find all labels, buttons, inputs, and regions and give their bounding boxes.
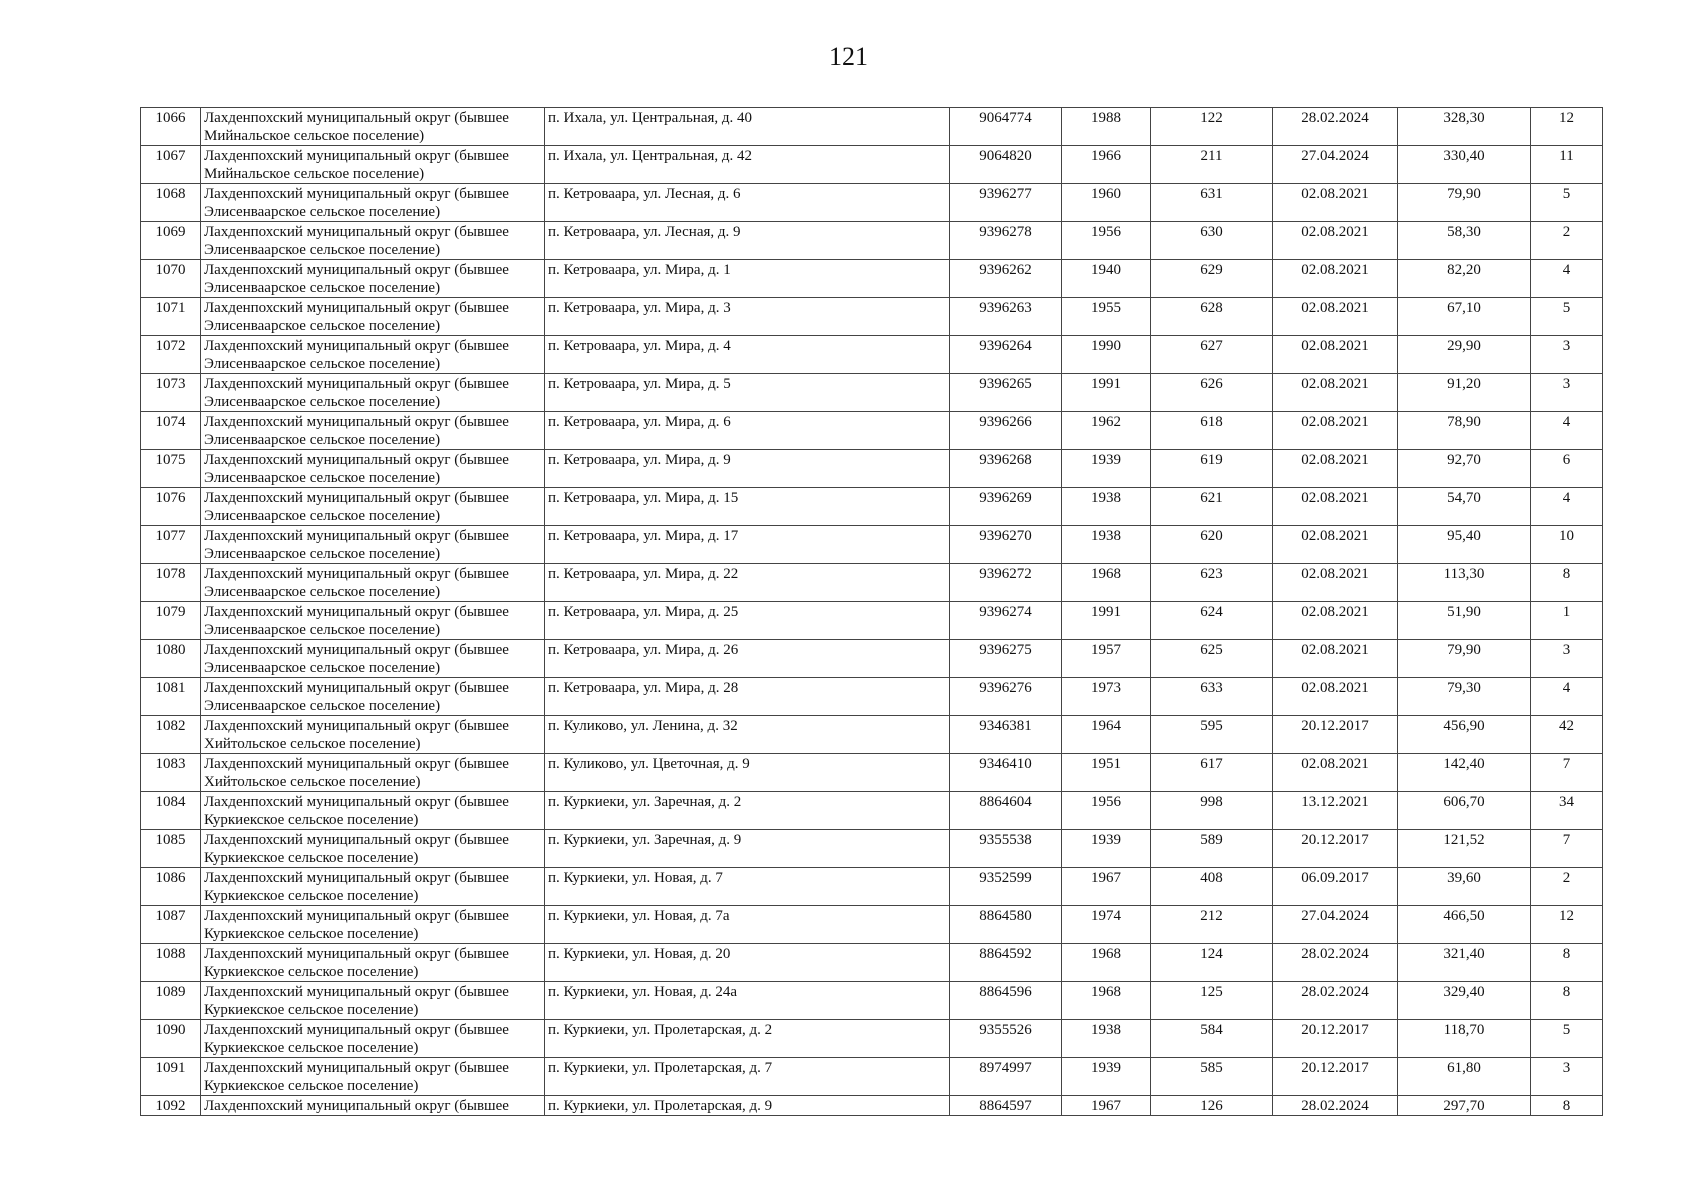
area-cell: 79,90 (1398, 184, 1531, 222)
date-cell: 13.12.2021 (1273, 792, 1398, 830)
year-built-cell: 1968 (1062, 944, 1151, 982)
municipality-cell: Лахденпохский муниципальный округ (бывшее Куркиекское сельское поселение) (201, 906, 545, 944)
record-id-cell: 125 (1151, 982, 1273, 1020)
date-cell: 02.08.2021 (1273, 184, 1398, 222)
municipality-cell: Лахденпохский муниципальный округ (бывшее Элисенваарское сельское поселение) (201, 602, 545, 640)
record-id-cell: 618 (1151, 412, 1273, 450)
row-number-cell: 1080 (141, 640, 201, 678)
year-built-cell: 1940 (1062, 260, 1151, 298)
address-cell: п. Куркиеки, ул. Заречная, д. 9 (545, 830, 950, 868)
row-number-cell: 1090 (141, 1020, 201, 1058)
row-number-cell: 1076 (141, 488, 201, 526)
address-cell: п. Куликово, ул. Цветочная, д. 9 (545, 754, 950, 792)
record-id-cell: 617 (1151, 754, 1273, 792)
date-cell: 20.12.2017 (1273, 1020, 1398, 1058)
count-cell: 4 (1531, 412, 1603, 450)
municipality-cell: Лахденпохский муниципальный округ (бывшее Куркиекское сельское поселение) (201, 868, 545, 906)
table-row (141, 602, 1603, 640)
date-cell: 02.08.2021 (1273, 640, 1398, 678)
cadastral-code-cell: 9396265 (950, 374, 1062, 412)
table-row (141, 640, 1603, 678)
address-cell: п. Куркиеки, ул. Новая, д. 24а (545, 982, 950, 1020)
address-cell: п. Кетроваара, ул. Мира, д. 17 (545, 526, 950, 564)
cadastral-code-cell: 9396272 (950, 564, 1062, 602)
row-number-cell: 1073 (141, 374, 201, 412)
row-number-cell: 1092 (141, 1096, 201, 1116)
municipality-cell: Лахденпохский муниципальный округ (бывшее Элисенваарское сельское поселение) (201, 412, 545, 450)
area-cell: 330,40 (1398, 146, 1531, 184)
record-id-cell: 122 (1151, 108, 1273, 146)
year-built-cell: 1960 (1062, 184, 1151, 222)
cadastral-code-cell: 9396268 (950, 450, 1062, 488)
area-cell: 118,70 (1398, 1020, 1531, 1058)
address-cell: п. Кетроваара, ул. Мира, д. 28 (545, 678, 950, 716)
cadastral-code-cell: 9346381 (950, 716, 1062, 754)
year-built-cell: 1955 (1062, 298, 1151, 336)
municipality-cell: Лахденпохский муниципальный округ (бывшее Элисенваарское сельское поселение) (201, 374, 545, 412)
table-row (141, 412, 1603, 450)
record-id-cell: 625 (1151, 640, 1273, 678)
record-id-cell: 589 (1151, 830, 1273, 868)
table-row (141, 982, 1603, 1020)
address-cell: п. Куркиеки, ул. Новая, д. 7 (545, 868, 950, 906)
address-cell: п. Кетроваара, ул. Мира, д. 4 (545, 336, 950, 374)
count-cell: 42 (1531, 716, 1603, 754)
cadastral-code-cell: 9064820 (950, 146, 1062, 184)
year-built-cell: 1951 (1062, 754, 1151, 792)
cadastral-code-cell: 9396275 (950, 640, 1062, 678)
municipality-cell: Лахденпохский муниципальный округ (бывшее Элисенваарское сельское поселение) (201, 640, 545, 678)
table-row (141, 374, 1603, 412)
municipality-cell: Лахденпохский муниципальный округ (бывшее Элисенваарское сельское поселение) (201, 526, 545, 564)
cadastral-code-cell: 9352599 (950, 868, 1062, 906)
area-cell: 321,40 (1398, 944, 1531, 982)
municipality-cell: Лахденпохский муниципальный округ (бывшее Куркиекское сельское поселение) (201, 982, 545, 1020)
row-number-cell: 1072 (141, 336, 201, 374)
cadastral-code-cell: 9396269 (950, 488, 1062, 526)
record-id-cell: 633 (1151, 678, 1273, 716)
cadastral-code-cell: 8864597 (950, 1096, 1062, 1116)
municipality-cell: Лахденпохский муниципальный округ (бывшее Куркиекское сельское поселение) (201, 1020, 545, 1058)
date-cell: 27.04.2024 (1273, 146, 1398, 184)
area-cell: 297,70 (1398, 1096, 1531, 1116)
date-cell: 02.08.2021 (1273, 754, 1398, 792)
municipality-cell: Лахденпохский муниципальный округ (бывшее Элисенваарское сельское поселение) (201, 222, 545, 260)
address-cell: п. Куркиеки, ул. Пролетарская, д. 9 (545, 1096, 950, 1116)
municipality-cell: Лахденпохский муниципальный округ (бывшее Элисенваарское сельское поселение) (201, 564, 545, 602)
record-id-cell: 124 (1151, 944, 1273, 982)
municipality-cell: Лахденпохский муниципальный округ (бывшее Элисенваарское сельское поселение) (201, 450, 545, 488)
address-cell: п. Ихала, ул. Центральная, д. 40 (545, 108, 950, 146)
year-built-cell: 1968 (1062, 982, 1151, 1020)
count-cell: 4 (1531, 678, 1603, 716)
address-cell: п. Куркиеки, ул. Новая, д. 7а (545, 906, 950, 944)
record-id-cell: 595 (1151, 716, 1273, 754)
cadastral-code-cell: 9396270 (950, 526, 1062, 564)
record-id-cell: 624 (1151, 602, 1273, 640)
record-id-cell: 408 (1151, 868, 1273, 906)
municipality-cell: Лахденпохский муниципальный округ (бывшее Куркиекское сельское поселение) (201, 944, 545, 982)
record-id-cell: 628 (1151, 298, 1273, 336)
year-built-cell: 1939 (1062, 450, 1151, 488)
year-built-cell: 1973 (1062, 678, 1151, 716)
address-cell: п. Кетроваара, ул. Мира, д. 6 (545, 412, 950, 450)
count-cell: 7 (1531, 830, 1603, 868)
area-cell: 29,90 (1398, 336, 1531, 374)
row-number-cell: 1089 (141, 982, 201, 1020)
record-id-cell: 126 (1151, 1096, 1273, 1116)
address-cell: п. Куликово, ул. Ленина, д. 32 (545, 716, 950, 754)
address-cell: п. Кетроваара, ул. Мира, д. 22 (545, 564, 950, 602)
row-number-cell: 1083 (141, 754, 201, 792)
record-id-cell: 631 (1151, 184, 1273, 222)
record-id-cell: 621 (1151, 488, 1273, 526)
row-number-cell: 1084 (141, 792, 201, 830)
area-cell: 61,80 (1398, 1058, 1531, 1096)
municipality-cell: Лахденпохский муниципальный округ (бывшее Элисенваарское сельское поселение) (201, 488, 545, 526)
housing-register-table (140, 107, 1603, 1116)
area-cell: 67,10 (1398, 298, 1531, 336)
row-number-cell: 1091 (141, 1058, 201, 1096)
date-cell: 20.12.2017 (1273, 1058, 1398, 1096)
year-built-cell: 1964 (1062, 716, 1151, 754)
year-built-cell: 1939 (1062, 1058, 1151, 1096)
date-cell: 02.08.2021 (1273, 336, 1398, 374)
record-id-cell: 212 (1151, 906, 1273, 944)
table-row (141, 488, 1603, 526)
record-id-cell: 585 (1151, 1058, 1273, 1096)
record-id-cell: 627 (1151, 336, 1273, 374)
count-cell: 34 (1531, 792, 1603, 830)
area-cell: 58,30 (1398, 222, 1531, 260)
table-row (141, 754, 1603, 792)
count-cell: 8 (1531, 944, 1603, 982)
year-built-cell: 1991 (1062, 374, 1151, 412)
cadastral-code-cell: 9396276 (950, 678, 1062, 716)
cadastral-code-cell: 8974997 (950, 1058, 1062, 1096)
table-body (141, 108, 1603, 1116)
area-cell: 79,30 (1398, 678, 1531, 716)
table-row (141, 868, 1603, 906)
record-id-cell: 211 (1151, 146, 1273, 184)
address-cell: п. Куркиеки, ул. Пролетарская, д. 7 (545, 1058, 950, 1096)
cadastral-code-cell: 8864580 (950, 906, 1062, 944)
record-id-cell: 584 (1151, 1020, 1273, 1058)
area-cell: 606,70 (1398, 792, 1531, 830)
year-built-cell: 1938 (1062, 526, 1151, 564)
row-number-cell: 1077 (141, 526, 201, 564)
area-cell: 82,20 (1398, 260, 1531, 298)
address-cell: п. Кетроваара, ул. Мира, д. 25 (545, 602, 950, 640)
record-id-cell: 629 (1151, 260, 1273, 298)
year-built-cell: 1967 (1062, 868, 1151, 906)
municipality-cell: Лахденпохский муниципальный округ (бывшее Мийнальское сельское поселение) (201, 146, 545, 184)
date-cell: 02.08.2021 (1273, 564, 1398, 602)
table-row (141, 108, 1603, 146)
address-cell: п. Кетроваара, ул. Мира, д. 3 (545, 298, 950, 336)
row-number-cell: 1075 (141, 450, 201, 488)
cadastral-code-cell: 8864592 (950, 944, 1062, 982)
area-cell: 142,40 (1398, 754, 1531, 792)
table-row (141, 298, 1603, 336)
table-row (141, 1020, 1603, 1058)
count-cell: 3 (1531, 1058, 1603, 1096)
row-number-cell: 1067 (141, 146, 201, 184)
count-cell: 6 (1531, 450, 1603, 488)
address-cell: п. Кетроваара, ул. Мира, д. 5 (545, 374, 950, 412)
date-cell: 02.08.2021 (1273, 602, 1398, 640)
address-cell: п. Ихала, ул. Центральная, д. 42 (545, 146, 950, 184)
table-row (141, 678, 1603, 716)
cadastral-code-cell: 9396277 (950, 184, 1062, 222)
count-cell: 4 (1531, 260, 1603, 298)
cadastral-code-cell: 9355538 (950, 830, 1062, 868)
cadastral-code-cell: 9396264 (950, 336, 1062, 374)
record-id-cell: 626 (1151, 374, 1273, 412)
row-number-cell: 1087 (141, 906, 201, 944)
table-row (141, 944, 1603, 982)
municipality-cell: Лахденпохский муниципальный округ (бывшее Куркиекское сельское поселение) (201, 1058, 545, 1096)
row-number-cell: 1066 (141, 108, 201, 146)
row-number-cell: 1071 (141, 298, 201, 336)
area-cell: 121,52 (1398, 830, 1531, 868)
year-built-cell: 1938 (1062, 488, 1151, 526)
count-cell: 5 (1531, 298, 1603, 336)
date-cell: 28.02.2024 (1273, 982, 1398, 1020)
year-built-cell: 1938 (1062, 1020, 1151, 1058)
count-cell: 4 (1531, 488, 1603, 526)
count-cell: 7 (1531, 754, 1603, 792)
municipality-cell: Лахденпохский муниципальный округ (бывшее Элисенваарское сельское поселение) (201, 678, 545, 716)
year-built-cell: 1956 (1062, 792, 1151, 830)
year-built-cell: 1988 (1062, 108, 1151, 146)
row-number-cell: 1074 (141, 412, 201, 450)
row-number-cell: 1079 (141, 602, 201, 640)
count-cell: 2 (1531, 222, 1603, 260)
area-cell: 91,20 (1398, 374, 1531, 412)
municipality-cell: Лахденпохский муниципальный округ (бывшее Мийнальское сельское поселение) (201, 108, 545, 146)
table-row (141, 222, 1603, 260)
municipality-cell: Лахденпохский муниципальный округ (бывшее Элисенваарское сельское поселение) (201, 260, 545, 298)
row-number-cell: 1088 (141, 944, 201, 982)
record-id-cell: 623 (1151, 564, 1273, 602)
date-cell: 02.08.2021 (1273, 260, 1398, 298)
year-built-cell: 1967 (1062, 1096, 1151, 1116)
municipality-cell: Лахденпохский муниципальный округ (бывшее Хийтольское сельское поселение) (201, 754, 545, 792)
cadastral-code-cell: 9064774 (950, 108, 1062, 146)
table-row (141, 716, 1603, 754)
area-cell: 456,90 (1398, 716, 1531, 754)
date-cell: 27.04.2024 (1273, 906, 1398, 944)
cadastral-code-cell: 9396274 (950, 602, 1062, 640)
date-cell: 02.08.2021 (1273, 412, 1398, 450)
municipality-cell: Лахденпохский муниципальный округ (бывшее (201, 1096, 545, 1116)
date-cell: 02.08.2021 (1273, 374, 1398, 412)
count-cell: 3 (1531, 640, 1603, 678)
count-cell: 3 (1531, 336, 1603, 374)
date-cell: 28.02.2024 (1273, 1096, 1398, 1116)
municipality-cell: Лахденпохский муниципальный округ (бывшее Элисенваарское сельское поселение) (201, 298, 545, 336)
count-cell: 1 (1531, 602, 1603, 640)
municipality-cell: Лахденпохский муниципальный округ (бывшее Хийтольское сельское поселение) (201, 716, 545, 754)
row-number-cell: 1070 (141, 260, 201, 298)
year-built-cell: 1957 (1062, 640, 1151, 678)
date-cell: 28.02.2024 (1273, 108, 1398, 146)
year-built-cell: 1962 (1062, 412, 1151, 450)
area-cell: 78,90 (1398, 412, 1531, 450)
count-cell: 8 (1531, 1096, 1603, 1116)
table-row (141, 1096, 1603, 1116)
area-cell: 54,70 (1398, 488, 1531, 526)
address-cell: п. Куркиеки, ул. Пролетарская, д. 2 (545, 1020, 950, 1058)
count-cell: 3 (1531, 374, 1603, 412)
cadastral-code-cell: 9396278 (950, 222, 1062, 260)
cadastral-code-cell: 9396266 (950, 412, 1062, 450)
year-built-cell: 1966 (1062, 146, 1151, 184)
row-number-cell: 1086 (141, 868, 201, 906)
date-cell: 02.08.2021 (1273, 526, 1398, 564)
table-row (141, 1058, 1603, 1096)
table-row (141, 336, 1603, 374)
date-cell: 02.08.2021 (1273, 450, 1398, 488)
count-cell: 11 (1531, 146, 1603, 184)
address-cell: п. Куркиеки, ул. Заречная, д. 2 (545, 792, 950, 830)
year-built-cell: 1991 (1062, 602, 1151, 640)
table-row (141, 906, 1603, 944)
address-cell: п. Кетроваара, ул. Лесная, д. 9 (545, 222, 950, 260)
table-row (141, 146, 1603, 184)
row-number-cell: 1082 (141, 716, 201, 754)
table-row (141, 450, 1603, 488)
table-row (141, 792, 1603, 830)
count-cell: 8 (1531, 564, 1603, 602)
date-cell: 02.08.2021 (1273, 222, 1398, 260)
date-cell: 06.09.2017 (1273, 868, 1398, 906)
area-cell: 51,90 (1398, 602, 1531, 640)
address-cell: п. Кетроваара, ул. Мира, д. 26 (545, 640, 950, 678)
row-number-cell: 1085 (141, 830, 201, 868)
table-row (141, 830, 1603, 868)
area-cell: 466,50 (1398, 906, 1531, 944)
count-cell: 5 (1531, 184, 1603, 222)
address-cell: п. Куркиеки, ул. Новая, д. 20 (545, 944, 950, 982)
date-cell: 20.12.2017 (1273, 716, 1398, 754)
table-row (141, 526, 1603, 564)
area-cell: 92,70 (1398, 450, 1531, 488)
count-cell: 10 (1531, 526, 1603, 564)
year-built-cell: 1974 (1062, 906, 1151, 944)
date-cell: 02.08.2021 (1273, 678, 1398, 716)
area-cell: 95,40 (1398, 526, 1531, 564)
address-cell: п. Кетроваара, ул. Мира, д. 9 (545, 450, 950, 488)
date-cell: 20.12.2017 (1273, 830, 1398, 868)
address-cell: п. Кетроваара, ул. Мира, д. 1 (545, 260, 950, 298)
row-number-cell: 1081 (141, 678, 201, 716)
count-cell: 8 (1531, 982, 1603, 1020)
cadastral-code-cell: 9346410 (950, 754, 1062, 792)
date-cell: 28.02.2024 (1273, 944, 1398, 982)
address-cell: п. Кетроваара, ул. Лесная, д. 6 (545, 184, 950, 222)
record-id-cell: 998 (1151, 792, 1273, 830)
cadastral-code-cell: 8864604 (950, 792, 1062, 830)
date-cell: 02.08.2021 (1273, 298, 1398, 336)
table-row (141, 260, 1603, 298)
row-number-cell: 1069 (141, 222, 201, 260)
cadastral-code-cell: 9396262 (950, 260, 1062, 298)
date-cell: 02.08.2021 (1273, 488, 1398, 526)
area-cell: 79,90 (1398, 640, 1531, 678)
year-built-cell: 1956 (1062, 222, 1151, 260)
cadastral-code-cell: 8864596 (950, 982, 1062, 1020)
year-built-cell: 1990 (1062, 336, 1151, 374)
count-cell: 5 (1531, 1020, 1603, 1058)
cadastral-code-cell: 9355526 (950, 1020, 1062, 1058)
record-id-cell: 619 (1151, 450, 1273, 488)
year-built-cell: 1939 (1062, 830, 1151, 868)
table-row (141, 184, 1603, 222)
table-row (141, 564, 1603, 602)
count-cell: 12 (1531, 108, 1603, 146)
year-built-cell: 1968 (1062, 564, 1151, 602)
municipality-cell: Лахденпохский муниципальный округ (бывшее Куркиекское сельское поселение) (201, 792, 545, 830)
cadastral-code-cell: 9396263 (950, 298, 1062, 336)
count-cell: 2 (1531, 868, 1603, 906)
row-number-cell: 1078 (141, 564, 201, 602)
area-cell: 39,60 (1398, 868, 1531, 906)
page-number: 121 (829, 42, 868, 71)
area-cell: 113,30 (1398, 564, 1531, 602)
record-id-cell: 620 (1151, 526, 1273, 564)
municipality-cell: Лахденпохский муниципальный округ (бывшее Элисенваарское сельское поселение) (201, 184, 545, 222)
address-cell: п. Кетроваара, ул. Мира, д. 15 (545, 488, 950, 526)
area-cell: 328,30 (1398, 108, 1531, 146)
record-id-cell: 630 (1151, 222, 1273, 260)
row-number-cell: 1068 (141, 184, 201, 222)
count-cell: 12 (1531, 906, 1603, 944)
municipality-cell: Лахденпохский муниципальный округ (бывшее Куркиекское сельское поселение) (201, 830, 545, 868)
area-cell: 329,40 (1398, 982, 1531, 1020)
municipality-cell: Лахденпохский муниципальный округ (бывшее Элисенваарское сельское поселение) (201, 336, 545, 374)
